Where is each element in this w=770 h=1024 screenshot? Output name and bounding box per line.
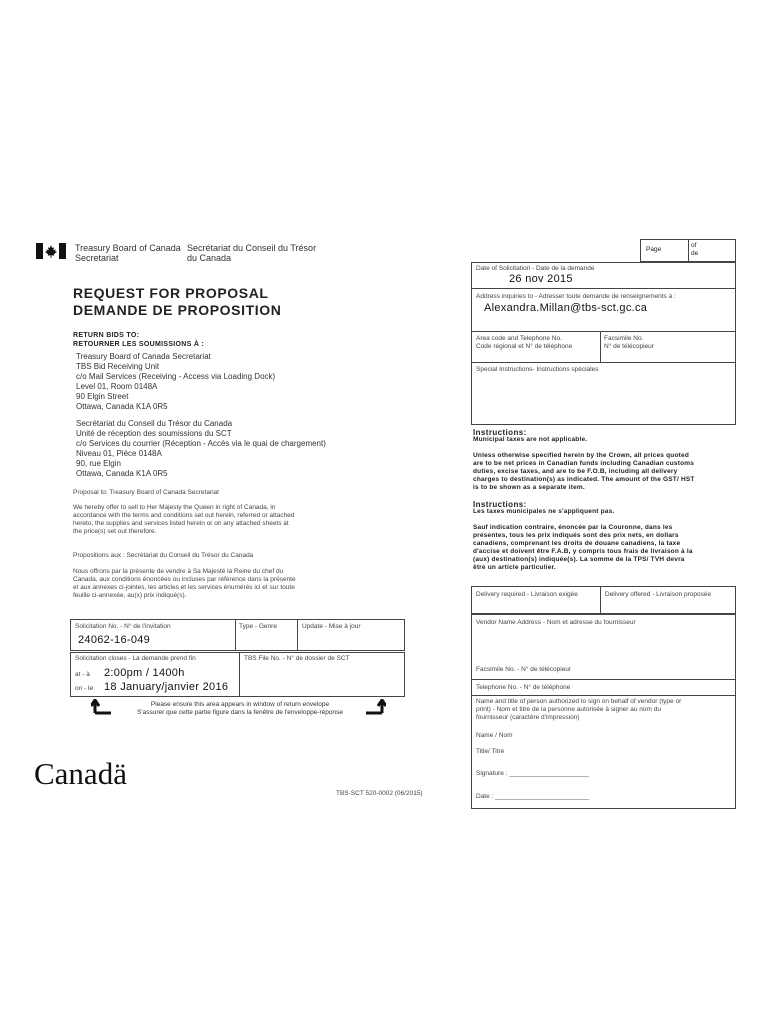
- instruction-municipal-en: Municipal taxes are not applicable.: [473, 436, 588, 443]
- return-bids-label: RETURN BIDS TO: RETOURNER LES SOUMISSIONS À :: [73, 332, 205, 348]
- title-label: Title/ Titre: [476, 748, 505, 755]
- vendor-name-address-label: Vendor Name Address - Nom et adresse du fournisseur: [476, 619, 636, 626]
- date-of-solicitation-value[interactable]: 26 nov 2015: [509, 273, 573, 285]
- closing-time-value[interactable]: 2:00pm / 1400h: [104, 667, 185, 679]
- solicitation-no-label: Solicitation No. - N° de l'invitation: [75, 623, 171, 630]
- left-corner-arrow-icon: [91, 699, 113, 720]
- delivery-offered-label: Delivery offered - Livraison proposée: [605, 591, 712, 598]
- vendor-phone-label: Telephone No. - N° de téléphone: [476, 684, 571, 691]
- department-name-fr: Secrétariat du Conseil du Trésor du Canada: [187, 243, 317, 263]
- type-label: Type - Genre: [239, 623, 277, 630]
- envelope-note: Please ensure this area appears in window of return envelope S'assurer que cette partie figure dans la fenêtre de l'enveloppe-réponse: [137, 701, 343, 716]
- page-title: [73, 285, 281, 319]
- department-name-en: Treasury Board of Canada Secretariat: [75, 243, 181, 263]
- canada-wordmark-logo: Canadä: [34, 756, 127, 791]
- instruction-prices-fr: Sauf indication contraire, énoncée par la Couronne, dans les présentes, tous les prix indiqués sont des prix nets, en dollars canadiens, comprenant les droits de douane canadiens, la taxe d'accise et doivent être F.A.B, y compris tous frais de livraison à la (aux) destination(s) indiquée(s). La somme de la TPS/ TVH devra être un article particulier.: [473, 524, 693, 571]
- delivery-required-label: Delivery required - Livraison exigée: [476, 591, 578, 598]
- phone-label: Area code and Telephone No. Code régional et N° de téléphone: [476, 335, 573, 350]
- proposal-to-fr: Propositions aux : Secrétariat du Conseil du Trésor du Canada: [73, 552, 254, 559]
- address-inquiries-label: Address inquiries to - Adresser toute demande de renseignements à :: [476, 293, 676, 300]
- special-instructions-label: Special Instructions- Instructions spéciales: [476, 366, 599, 373]
- at-label: at - à: [75, 671, 90, 678]
- closes-label: Solicitation closes - La demande prend fin: [75, 655, 196, 662]
- proposal-body-en: We hereby offer to sell to Her Majesty the Queen in right of Canada, in accordance with the terms and conditions set out herein, referred or attached hereto, the supplies and services listed herein or on any attached sheets at the price(s) set out therefore.: [73, 504, 295, 535]
- of-label: of de: [691, 242, 699, 257]
- fax-label: Facsimile No. N° de télécopieur: [604, 335, 654, 350]
- form-number: TBS-SCT 520-0002 (06/2015): [336, 790, 423, 797]
- name-label: Name / Nom: [476, 732, 513, 739]
- proposal-to-en: Proposal to: Treasury Board of Canada Secretariat: [73, 489, 219, 496]
- return-address-fr: Secrétariat du Conseil du Trésor du Canada Unité de réception des soumissions du SCT c/o Services du courrier (Réception - Accès via le quai de chargement) Niveau 01, Pièce 0148A 90, rue Elgin Ottawa, Canada K1A 0R5: [76, 419, 326, 478]
- canada-flag-icon: [36, 243, 66, 259]
- date-of-solicitation-label: Date of Solicitation - Date de la demande: [476, 265, 595, 272]
- closing-date-value[interactable]: 18 January/janvier 2016: [104, 681, 229, 693]
- instructions-title-en: Instructions:: [473, 428, 527, 437]
- instruction-prices-en: Unless otherwise specified herein by the Crown, all prices quoted are to be net prices in Canadian funds including Canadian customs duties, excise taxes, and are to be F.O.B, including all delivery charges to destination(s) as indicated. The amount of the GST/ HST is to be shown as a separate item.: [473, 452, 695, 491]
- return-address-en: Treasury Board of Canada Secretariat TBS Bid Receiving Unit c/o Mail Services (Receiving - Access via Loading Dock) Level 01, Room 0148A 90 Elgin Street Ottawa, Canada K1A 0R5: [76, 352, 276, 411]
- date-signed-field[interactable]: Date : __________________________: [476, 793, 590, 800]
- title-fr: DEMANDE DE PROPOSITION: [73, 302, 282, 318]
- solicitation-no-value[interactable]: 24062-16-049: [78, 634, 151, 646]
- proposal-body-fr: Nous offrons par la présente de vendre à Sa Majesté la Reine du chef du Canada, aux conditions énoncées ou incluses par référence dans la présente et aux annexes ci-jointes, les articles et les services énumérés ici et sur toute feuille ci-annexée, au(x) prix indiqué(s).: [73, 568, 296, 599]
- update-label: Update - Mise à jour: [302, 623, 361, 630]
- title-en: REQUEST FOR PROPOSAL: [73, 285, 269, 301]
- on-label: on - le: [75, 685, 94, 692]
- page-label: Page: [646, 246, 662, 253]
- instruction-municipal-fr: Les taxes municipales ne s'appliquent pas.: [473, 508, 615, 515]
- signature-field[interactable]: Signature : ______________________: [476, 770, 589, 777]
- instructions-title-fr: Instructions:: [473, 500, 527, 509]
- address-inquiries-value[interactable]: Alexandra.Millan@tbs-sct.gc.ca: [484, 302, 648, 314]
- tbs-file-label: TBS File No. - N° de dossier de SCT: [244, 655, 350, 662]
- right-corner-arrow-icon: [364, 699, 386, 720]
- vendor-fax-label: Facsimile No. - N° de télécopieur: [476, 666, 572, 673]
- authorized-person-label: Name and title of person authorized to sign on behalf of vendor (type or print) - Nom et titre de la personne autorisée à signer au nom du fournisseur (caractère d'impression): [476, 698, 682, 721]
